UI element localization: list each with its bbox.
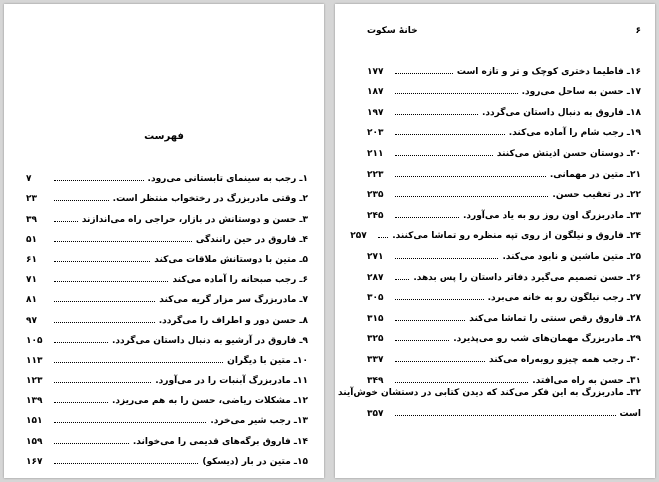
- toc-entry-title: ۱۵ـ متین در بار (دیسکو): [202, 456, 308, 467]
- toc-entry-page: ۳۳۷: [367, 354, 384, 365]
- toc-entry-page: ۳۲۵: [367, 334, 384, 345]
- dot-leader: [54, 241, 192, 242]
- right-page: [335, 4, 655, 478]
- dot-leader: [395, 196, 548, 197]
- toc-entry-title: ۲۲ـ در تعقیب حسن.: [552, 190, 641, 201]
- toc-entry-page: ۲۳۵: [367, 190, 384, 201]
- toc-title: فهرست: [144, 131, 184, 142]
- dot-leader: [395, 73, 453, 74]
- page-number: ۶: [635, 26, 641, 36]
- toc-entry-title: ۱۱ـ مادربزرگ آبنبات را در می‌آورد.: [155, 376, 308, 387]
- toc-entry-page: ۱۱۳: [26, 355, 43, 366]
- toc-entry-title: ۲۸ـ فاروق رقص سنتی را تماشا می‌کند: [469, 313, 641, 324]
- dot-leader: [54, 402, 108, 403]
- toc-entry-page: ۲۲۳: [367, 169, 384, 180]
- toc-entry: [367, 365, 641, 386]
- toc-entry: [367, 200, 641, 221]
- toc-entry: [367, 77, 641, 98]
- toc-entry-title: ۱۴ـ فاروق برگه‌های قدیمی را می‌خواند.: [132, 436, 308, 447]
- toc-entry: [367, 262, 641, 283]
- dot-leader: [54, 301, 155, 302]
- toc-entry-title: ۱۶ـ فاطیما دختری کوچک و تر و تازه است: [456, 66, 641, 77]
- toc-entry-title: ۲۵ـ متین ماشین و نابود می‌کند.: [502, 251, 641, 262]
- toc-list: [26, 164, 308, 467]
- dot-leader: [395, 134, 505, 135]
- toc-entry-title: ۱ـ رجب به سینمای تابستانی می‌رود.: [147, 174, 308, 185]
- toc-entry-page: ۸۱: [26, 295, 37, 306]
- dot-leader: [54, 463, 198, 464]
- toc-entry-page: ۵۱: [26, 234, 37, 245]
- dot-leader: [395, 114, 478, 115]
- toc-entry-page: ۲۰۳: [367, 128, 384, 139]
- toc-entry: [26, 204, 308, 224]
- toc-entry-title: ۸ـ حسن دور و اطراف را می‌گردد.: [158, 315, 308, 326]
- toc-entry-page: ۶۱: [26, 254, 37, 265]
- toc-entry-page: ۱۷۷: [367, 66, 384, 77]
- toc-entry-title: ۲۷ـ رجب نیلگون رو به خانه می‌برد.: [487, 293, 641, 304]
- toc-entry-title: ۷ـ مادربزرگ سر مزار گریه می‌کند: [159, 295, 308, 306]
- dot-leader: [54, 342, 108, 343]
- dot-leader: [54, 443, 129, 444]
- running-title: خانهٔ سکوت: [367, 26, 418, 36]
- toc-entry-page: ۱۵۱: [26, 416, 43, 427]
- toc-entry-title: ۹ـ فاروق در آرشیو به دنبال داستان می‌گردد.: [112, 335, 308, 346]
- toc-entry: [367, 324, 641, 345]
- toc-entry-title: ۱۸ـ فاروق به دنبال داستان می‌گردد.: [482, 107, 641, 118]
- toc-entry: [367, 159, 641, 180]
- toc-entry: [26, 346, 308, 366]
- toc-entry: [26, 184, 308, 204]
- toc-entry: [26, 426, 308, 446]
- toc-entry: [367, 118, 641, 139]
- toc-entry-page: ۱۳۹: [26, 396, 43, 407]
- toc-entry: [367, 138, 641, 159]
- dot-leader: [395, 93, 518, 94]
- toc-entry: [26, 366, 308, 386]
- toc-entry-title: ۱۳ـ رجب شیر می‌خرد.: [210, 416, 308, 427]
- dot-leader: [54, 281, 168, 282]
- toc-entry-title: ۱۲ـ مشکلات ریاضی، حسن را به هم می‌ریزد.: [111, 396, 308, 407]
- toc-entry: [26, 386, 308, 406]
- toc-entry-page: ۲۸۷: [367, 272, 384, 283]
- dot-leader: [54, 180, 144, 181]
- toc-entry: [26, 406, 308, 426]
- toc-entry-page: ۱۲۳: [26, 376, 43, 387]
- dot-leader: [54, 422, 206, 423]
- dot-leader: [54, 221, 78, 222]
- toc-entry-title: ۳۰ـ رجب همه چیزو روبه‌راه می‌کند: [489, 354, 641, 365]
- dot-leader: [395, 340, 449, 341]
- toc-entry-page: ۷: [26, 174, 32, 185]
- left-page: [4, 4, 324, 478]
- toc-entry-page: ۱۰۵: [26, 335, 43, 346]
- toc-entry: [26, 305, 308, 325]
- toc-entry-title: ۲۳ـ مادربزرگ اون روز رو به یاد می‌آورد.: [462, 210, 641, 221]
- toc-entry-title: ۵ـ متین با دوستانش ملاقات می‌کند: [154, 254, 308, 265]
- page-header: [367, 26, 641, 40]
- dot-leader: [395, 320, 465, 321]
- toc-entry-page: ۱۵۹: [26, 436, 43, 447]
- dot-leader: [395, 258, 498, 259]
- toc-entry: [26, 225, 308, 245]
- toc-entry-page: ۲۴۵: [367, 210, 384, 221]
- toc-entry-page: ۷۱: [26, 275, 37, 286]
- toc-entry-title: ۲ـ وقتی مادربزرگ در رختخواب منتظر است.: [112, 194, 308, 205]
- toc-entry: [26, 265, 308, 285]
- toc-entry-page: ۳۵۷: [367, 408, 384, 419]
- toc-entry: [26, 245, 308, 265]
- toc-entry-title: ۶ـ رجب صبحانه را آماده می‌کند: [172, 275, 308, 286]
- toc-entry-page: ۲۷۱: [367, 251, 384, 262]
- toc-entry-title: ۱۹ـ رجب شام را آماده می‌کند.: [508, 128, 641, 139]
- toc-entry: [350, 221, 641, 242]
- dot-leader: [54, 200, 109, 201]
- toc-entry-page: ۲۳: [26, 194, 37, 205]
- toc-entry-page: ۱۶۷: [26, 456, 43, 467]
- toc-entry-page: ۲۵۷: [350, 231, 367, 242]
- toc-entry: [367, 56, 641, 77]
- dot-leader: [395, 361, 485, 362]
- toc-entry-title: ۲۹ـ مادربزرگ مهمان‌های شب رو می‌پذیرد.: [453, 334, 641, 345]
- dot-leader: [395, 415, 616, 416]
- toc-entry-title: ۲۱ـ متین در مهمانی.: [549, 169, 641, 180]
- dot-leader: [54, 382, 151, 383]
- toc-entry: [26, 326, 308, 346]
- toc-entry-page: ۳۰۵: [367, 293, 384, 304]
- dot-leader: [378, 237, 388, 238]
- toc-entry: [367, 303, 641, 324]
- toc-entry-title: ۲۴ـ فاروق و نیلگون از روی تپه منظره رو تماشا می‌کنند.: [392, 231, 641, 242]
- toc-entry-title: ۳۲ـ مادربزرگ به این فکر می‌کند که دیدن کتابی در دستشان خوش‌آیند: [338, 387, 641, 398]
- toc-entry: [367, 180, 641, 201]
- toc-entry-title-end: است: [619, 408, 641, 419]
- dot-leader: [54, 322, 155, 323]
- dot-leader: [395, 299, 484, 300]
- toc-entry: [367, 283, 641, 304]
- toc-entry-page: ۳۱۵: [367, 313, 384, 324]
- toc-entry: [367, 241, 641, 262]
- toc-list: [338, 56, 641, 419]
- toc-entry-page: ۳۴۹: [367, 375, 384, 386]
- dot-leader: [395, 176, 546, 177]
- toc-entry-page: ۹۷: [26, 315, 37, 326]
- dot-leader: [395, 382, 528, 383]
- dot-leader: [395, 217, 459, 218]
- toc-entry: [338, 386, 641, 419]
- toc-entry-title: ۱۰ـ متین با دیگران: [227, 355, 308, 366]
- toc-entry-title: ۲۶ـ حسن تصمیم می‌گیرد دفاتر داستان را پس بدهد.: [413, 272, 641, 283]
- dot-leader: [395, 155, 493, 156]
- toc-entry: [367, 97, 641, 118]
- dot-leader: [54, 362, 223, 363]
- dot-leader: [54, 261, 150, 262]
- toc-entry-page: ۱۹۷: [367, 107, 384, 118]
- toc-entry-page: ۳۹: [26, 214, 37, 225]
- dot-leader: [395, 279, 409, 280]
- toc-entry: [26, 447, 308, 467]
- toc-entry-page: ۱۸۷: [367, 87, 384, 98]
- toc-entry: [26, 164, 308, 184]
- toc-entry-title: ۳ـ حسن و دوستانش در بازار، حراجی راه می‌اندازند: [81, 214, 308, 225]
- toc-entry-title: ۲۰ـ دوستان حسن اذیتش می‌کنند: [496, 148, 641, 159]
- toc-entry: [26, 285, 308, 305]
- toc-entry-title: ۱۷ـ حسن به ساحل می‌رود.: [521, 87, 641, 98]
- toc-entry-title: ۴ـ فاروق در حین رانندگی: [195, 234, 308, 245]
- toc-entry-title: ۳۱ـ حسن به راه می‌افتد.: [532, 375, 641, 386]
- toc-entry-continuation: [367, 401, 641, 419]
- toc-entry-page: ۲۱۱: [367, 148, 384, 159]
- toc-entry: [367, 344, 641, 365]
